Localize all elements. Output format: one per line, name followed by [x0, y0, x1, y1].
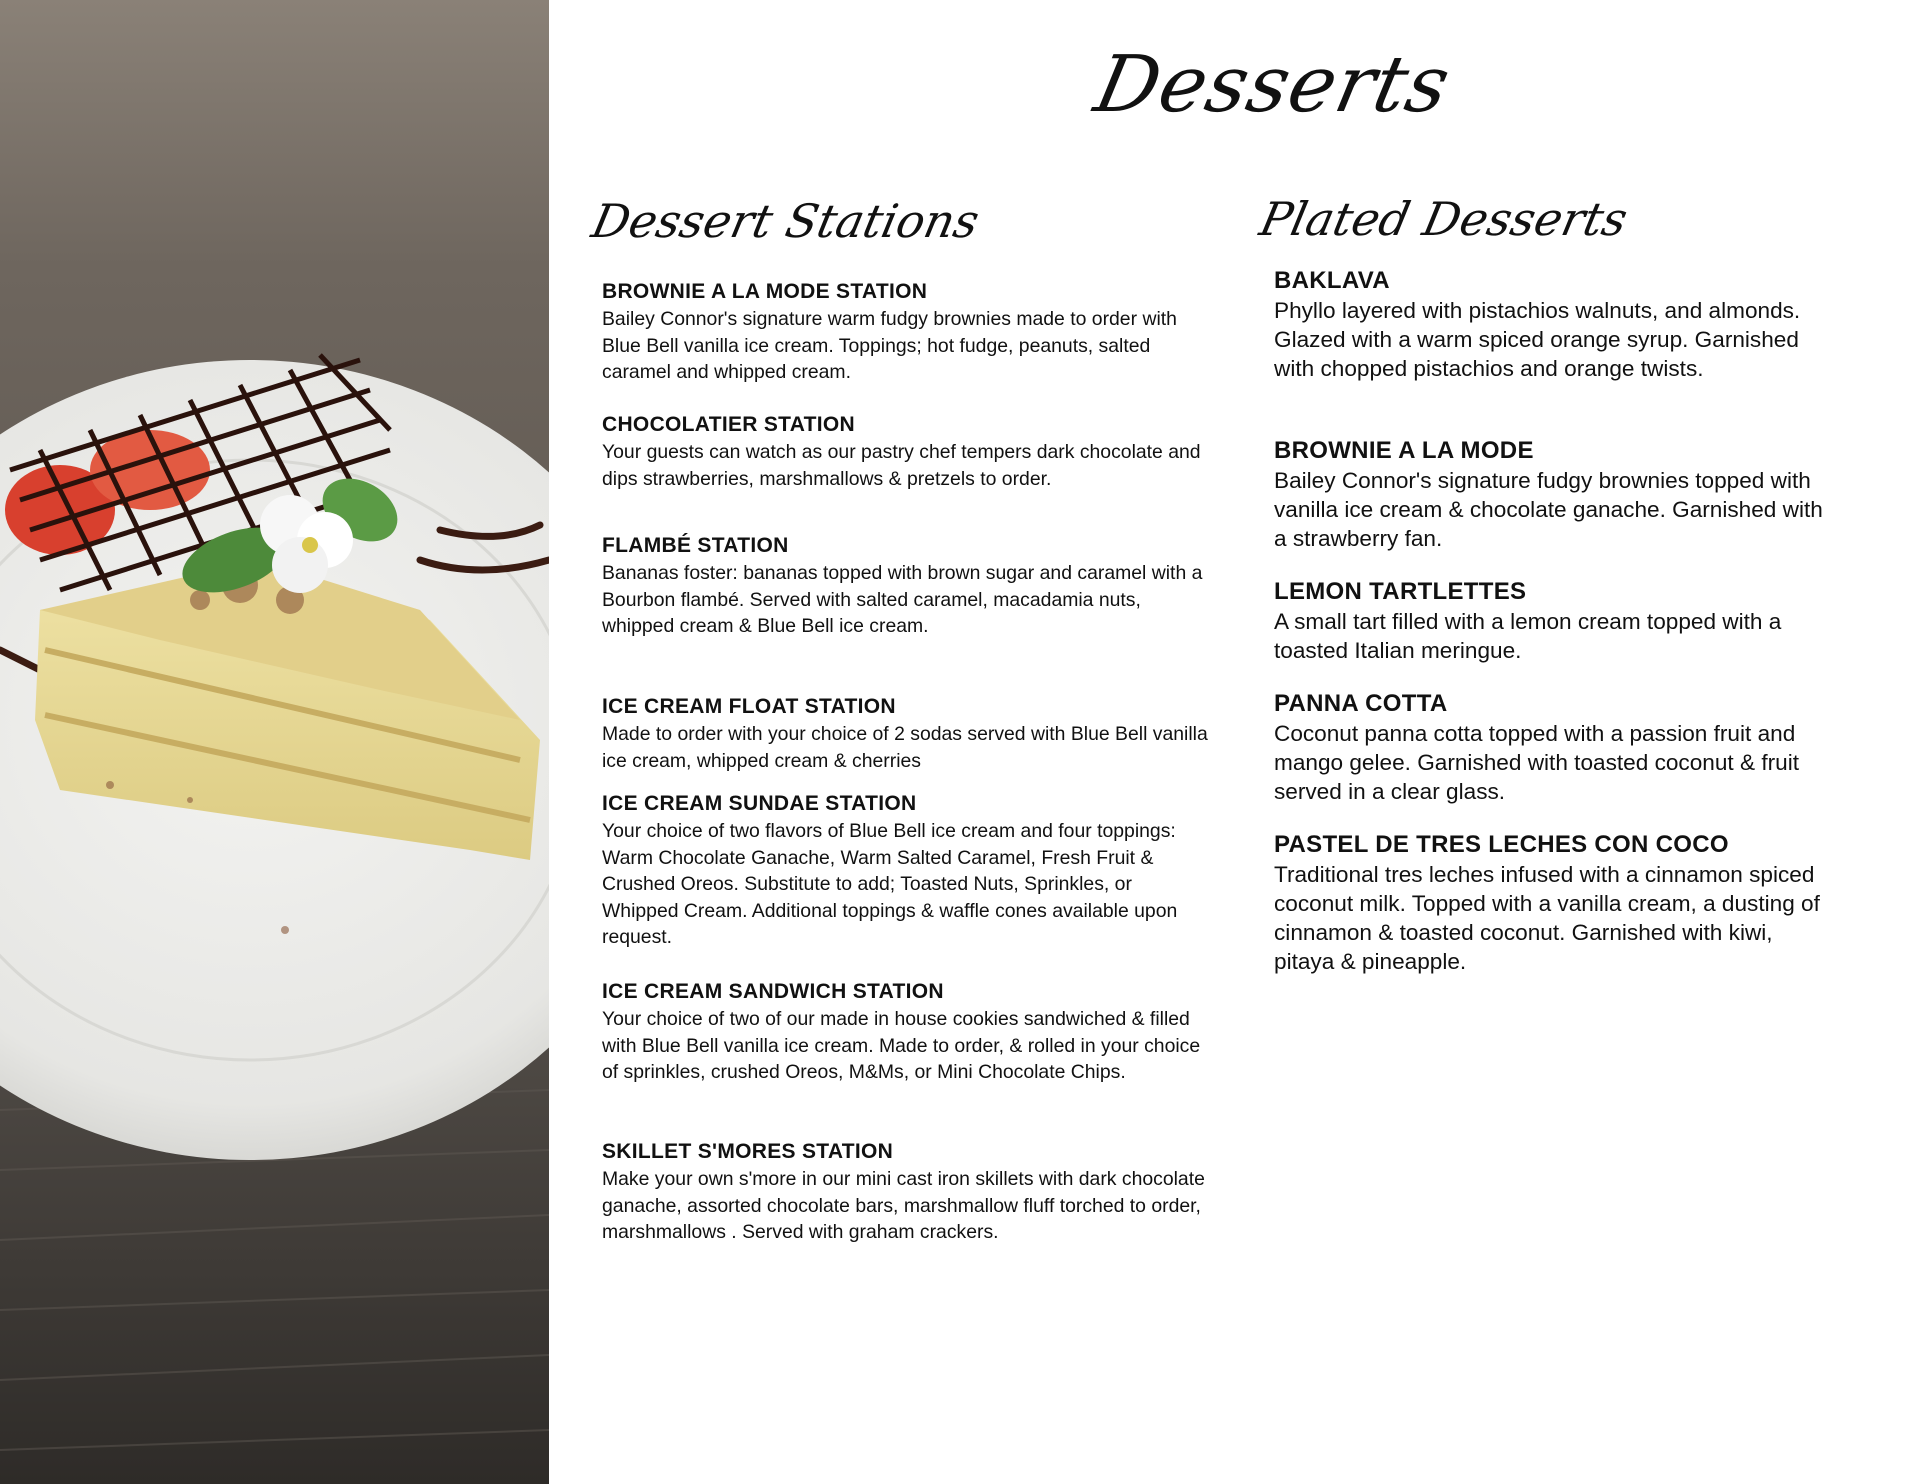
plated-item [1274, 830, 1834, 976]
station-item [602, 790, 1212, 951]
station-item [602, 978, 1212, 1086]
station-name: ICE CREAM SANDWICH STATION [602, 980, 944, 1003]
station-item [602, 411, 1212, 492]
station-name: FLAMBÉ STATION [602, 534, 789, 557]
dessert-stations-heading: Dessert Stations [587, 194, 984, 248]
plated-item [1274, 266, 1834, 383]
plated-description: Traditional tres leches infused with a cinnamon spiced coconut milk. Topped with a vanilla cream, a dusting of cinnamon & toasted coconut. Garnished with kiwi, pitaya & pineapple. [1274, 862, 1820, 974]
dessert-menu [549, 0, 1920, 1484]
station-name: ICE CREAM FLOAT STATION [602, 695, 896, 718]
station-name: ICE CREAM SUNDAE STATION [602, 792, 917, 815]
plated-item [1274, 689, 1834, 806]
page-title: Desserts [1087, 40, 1459, 130]
plated-name: PANNA COTTA [1274, 690, 1448, 717]
cake-slice-photo [0, 0, 549, 1484]
plated-item [1274, 577, 1834, 665]
station-description: Make your own s'more in our mini cast iron skillets with dark chocolate ganache, assorted chocolate bars, marshmallow fluff torched to order, marshmallows . Served with graham crackers. [602, 1168, 1205, 1244]
station-item [602, 693, 1212, 774]
station-description: Your guests can watch as our pastry chef tempers dark chocolate and dips strawberries, marshmallows & pretzels to order. [602, 441, 1201, 490]
plated-description: Coconut panna cotta topped with a passion fruit and mango gelee. Garnished with toasted coconut & fruit served in a clear glass. [1274, 721, 1799, 804]
plated-description: Phyllo layered with pistachios walnuts, and almonds. Glazed with a warm spiced orange syrup. Garnished with chopped pistachios and orange twists. [1274, 298, 1801, 381]
plated-item [1274, 436, 1834, 553]
plated-name: BAKLAVA [1274, 267, 1390, 294]
plated-desserts-heading: Plated Desserts [1255, 192, 1633, 246]
station-description: Bailey Connor's signature warm fudgy brownies made to order with Blue Bell vanilla ice cream. Toppings; hot fudge, peanuts, salted caramel and whipped cream. [602, 308, 1177, 384]
plated-name: PASTEL DE TRES LECHES CON COCO [1274, 831, 1729, 858]
station-item [602, 532, 1212, 640]
plated-name: BROWNIE A LA MODE [1274, 437, 1534, 464]
dessert-photo [0, 0, 549, 1484]
station-name: CHOCOLATIER STATION [602, 413, 856, 436]
station-description: Made to order with your choice of 2 sodas served with Blue Bell vanilla ice cream, whipped cream & cherries [602, 723, 1208, 772]
plated-name: LEMON TARTLETTES [1274, 578, 1527, 605]
plated-description: Bailey Connor's signature fudgy brownies topped with vanilla ice cream & chocolate ganache. Garnished with a strawberry fan. [1274, 468, 1823, 551]
station-name: BROWNIE A LA MODE STATION [602, 280, 928, 303]
station-item [602, 1138, 1212, 1246]
station-name: SKILLET S'MORES STATION [602, 1140, 894, 1163]
station-description: Your choice of two flavors of Blue Bell ice cream and four toppings: Warm Chocolate Ganache, Warm Salted Caramel, Fresh Fruit & Crushed Oreos. Substitute to add; Toasted Nuts, Sprinkles, or Whipped Cream. Additional toppings & waffle cones available upon request. [602, 820, 1178, 949]
station-item [602, 278, 1212, 386]
station-description: Your choice of two of our made in house cookies sandwiched & filled with Blue Bell vanilla ice cream. Made to order, & rolled in your choice of sprinkles, crushed Oreos, M&Ms, or Mini Chocolate Chips. [602, 1008, 1201, 1084]
plated-description: A small tart filled with a lemon cream topped with a toasted Italian meringue. [1274, 609, 1782, 663]
station-description: Bananas foster: bananas topped with brown sugar and caramel with a Bourbon flambé. Served with salted caramel, macadamia nuts, whipped cream & Blue Bell ice cream. [602, 562, 1203, 638]
